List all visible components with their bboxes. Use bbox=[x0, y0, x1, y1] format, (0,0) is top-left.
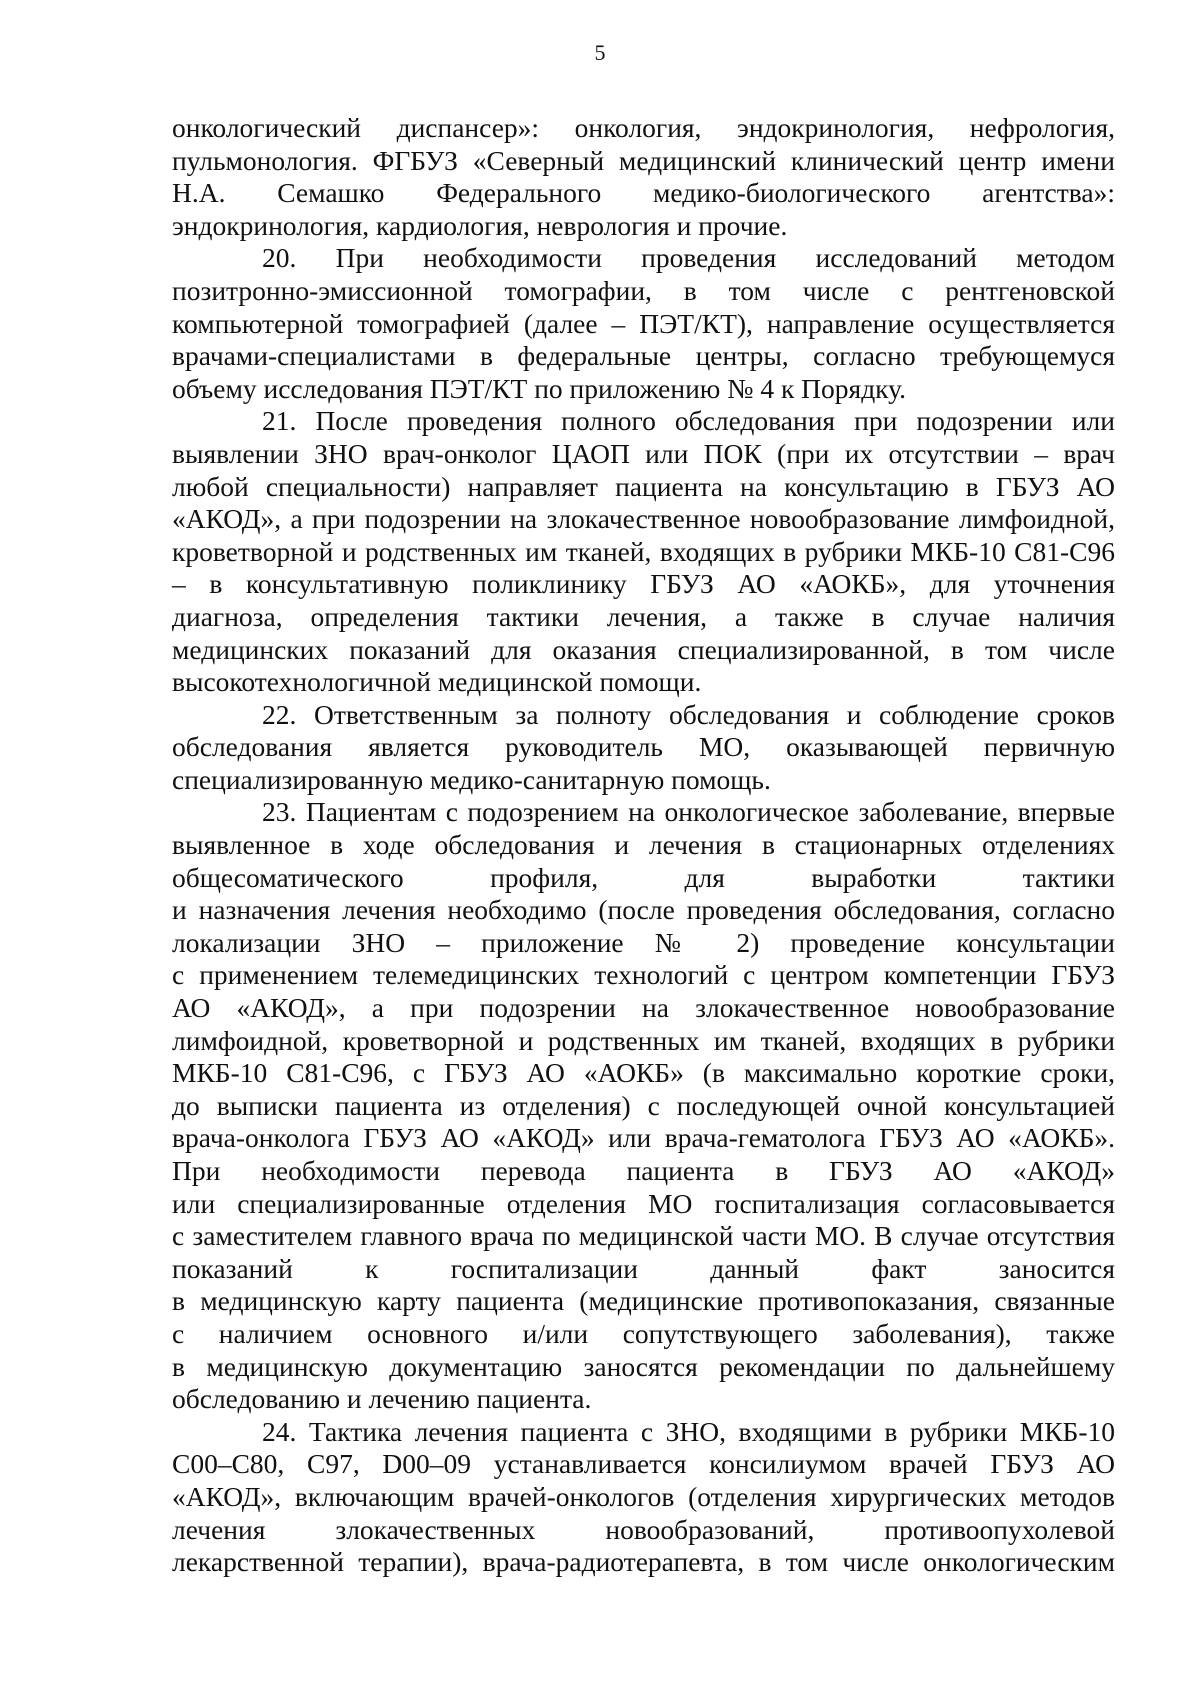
text-line: с применением телемедицинских технологий с центром компетенции ГБУЗ bbox=[172, 959, 1115, 991]
text-line: компьютерной томографией (далее – ПЭТ/КТ), направление осуществляется bbox=[172, 307, 1115, 339]
document-body bbox=[172, 112, 1115, 1579]
text-line: АО «АКОД», а при подозрении на злокачественное новообразование bbox=[172, 992, 1115, 1024]
text-line: в медицинскую документацию заносятся рекомендации по дальнейшему bbox=[172, 1350, 1115, 1382]
page-number: 5 bbox=[594, 40, 606, 65]
text-line: – в консультативную поликлинику ГБУЗ АО «АОКБ», для уточнения bbox=[172, 568, 1115, 600]
text-line: обследованию и лечению пациента. bbox=[172, 1383, 592, 1415]
text-line: специализированную медико-санитарную помощь. bbox=[172, 763, 771, 795]
text-line: лечения злокачественных новообразований, противоопухолевой bbox=[172, 1513, 1115, 1545]
text-line: выявленное в ходе обследования и лечения в стационарных отделениях bbox=[172, 829, 1115, 861]
paragraph-first-line: 20. При необходимости проведения исследований методом bbox=[262, 242, 1115, 274]
text-line: врачами-специалистами в федеральные центры, согласно требующемуся bbox=[172, 340, 1115, 372]
text-line: общесоматического профиля, для выработки тактики bbox=[172, 861, 1115, 893]
text-line: с наличием основного и/или сопутствующего заболевания), также bbox=[172, 1317, 1115, 1349]
text-line: обследования является руководитель МО, оказывающей первичную bbox=[172, 731, 1115, 763]
text-line: в медицинскую карту пациента (медицинские противопоказания, связанные bbox=[172, 1285, 1115, 1317]
text-line: онкологический диспансер»: онкология, эндокринология, нефрология, bbox=[172, 112, 1115, 143]
text-line: МКБ-10 С81-С96, с ГБУЗ АО «АОКБ» (в максимально короткие сроки, bbox=[172, 1057, 1115, 1089]
text-line: высокотехнологичной медицинской помощи. bbox=[172, 666, 702, 698]
text-line: кроветворной и родственных им тканей, входящих в рубрики МКБ-10 С81-С96 bbox=[172, 535, 1115, 567]
text-line: При необходимости перевода пациента в ГБУЗ АО «АКОД» bbox=[172, 1155, 1115, 1186]
text-line: «АКОД», а при подозрении на злокачественное новообразование лимфоидной, bbox=[172, 503, 1115, 535]
paragraph-first-line: 21. После проведения полного обследования при подозрении или bbox=[262, 405, 1115, 437]
text-line: выявлении ЗНО врач-онколог ЦАОП или ПОК (при их отсутствии – врач bbox=[172, 437, 1115, 469]
text-line: диагноза, определения тактики лечения, а также в случае наличия bbox=[172, 600, 1115, 632]
paragraph-first-line: 24. Тактика лечения пациента с ЗНО, входящими в рубрики МКБ-10 bbox=[262, 1415, 1115, 1447]
text-line: медицинских показаний для оказания специализированной, в том числе bbox=[172, 633, 1115, 665]
text-line: локализации ЗНО – приложение № 2) проведение консультации bbox=[172, 926, 1115, 958]
text-line: показаний к госпитализации данный факт заносится bbox=[172, 1252, 1115, 1284]
text-line: или специализированные отделения МО госпитализация согласовывается bbox=[172, 1187, 1115, 1219]
text-line: врача-онколога ГБУЗ АО «АКОД» или врача-гематолога ГБУЗ АО «АОКБ». bbox=[172, 1122, 1115, 1154]
text-line: лекарственной терапии), врача-радиотерапевта, в том числе онкологическим bbox=[172, 1546, 1115, 1578]
text-line: «АКОД», включающим врачей-онкологов (отделения хирургических методов bbox=[172, 1480, 1115, 1512]
text-line: лимфоидной, кроветворной и родственных им тканей, входящих в рубрики bbox=[172, 1024, 1115, 1056]
text-line: объему исследования ПЭТ/КТ по приложению № 4 к Порядку. bbox=[172, 372, 907, 404]
text-line: и назначения лечения необходимо (после проведения обследования, согласно bbox=[172, 894, 1115, 926]
paragraph-first-line: 22. Ответственным за полноту обследования и соблюдение сроков bbox=[262, 698, 1115, 730]
text-line: пульмонология. ФГБУЗ «Северный медицинский клинический центр имени bbox=[172, 144, 1115, 176]
text-line: до выписки пациента из отделения) с последующей очной консультацией bbox=[172, 1089, 1115, 1121]
paragraph-first-line: 23. Пациентам с подозрением на онкологическое заболевание, впервые bbox=[262, 796, 1115, 828]
text-line: с заместителем главного врача по медицинской части МО. В случае отсутствия bbox=[172, 1220, 1115, 1252]
text-line: С00–С80, С97, D00–09 устанавливается консилиумом врачей ГБУЗ АО bbox=[172, 1448, 1115, 1480]
text-line: любой специальности) направляет пациента на консультацию в ГБУЗ АО bbox=[172, 470, 1115, 502]
text-line: эндокринология, кардиология, неврология и прочие. bbox=[172, 209, 788, 241]
text-line: Н.А. Семашко Федерального медико-биологического агентства»: bbox=[172, 177, 1115, 209]
text-line: позитронно-эмиссионной томографии, в том числе с рентгеновской bbox=[172, 274, 1115, 306]
